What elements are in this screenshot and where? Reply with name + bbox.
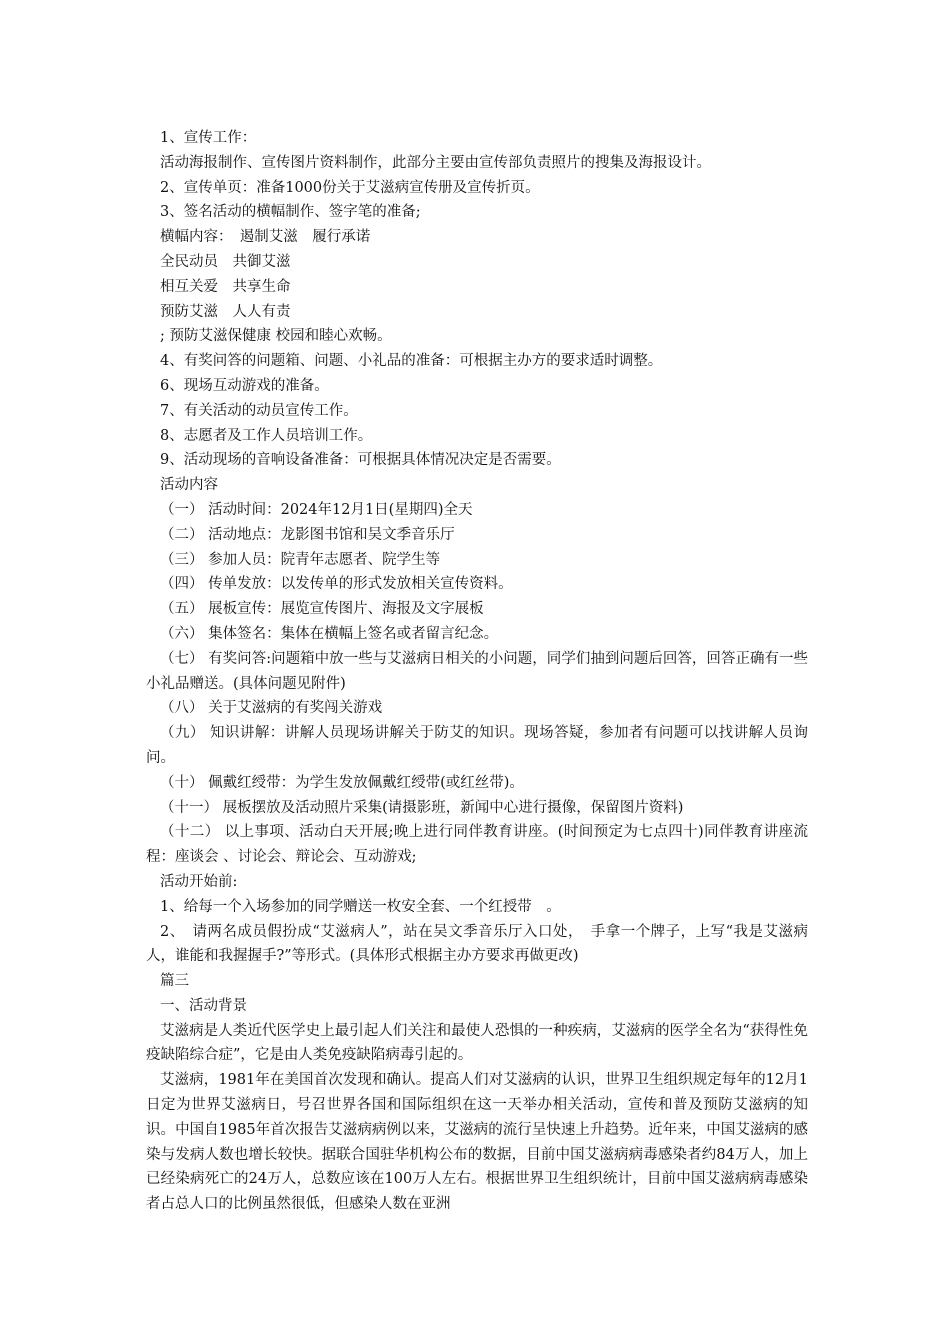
paragraph: 1、给每一个入场参加的同学赠送一枚安全套、一个红授带 。 — [160, 898, 561, 915]
paragraph: 3、签名活动的横幅制作、签字笔的准备; — [160, 204, 421, 221]
paragraph: （十） 佩戴红绶带：为学生发放佩戴红绶带(或红丝带)。 — [160, 774, 524, 791]
paragraph: 7、有关活动的动员宣传工作。 — [160, 402, 358, 419]
paragraph: 艾滋病，1981年在美国首次发现和确认。提高人们对艾滋病的认识，世界卫生组织规定每年的12月1日定为世界艾滋病日，号召世界各国和国际组织在这一天举办相关活动，宣传和普及预防艾滋病的知识。中国自1985年首次报告艾滋病病例以来，艾滋病的流行呈快速上升趋势。近年来，中国艾滋病的感染与发病人数也增长较快。据联合国驻华机构公布的数据，目前中国艾滋病病毒感染者约84万人，加上已经染病死亡的24万人，总数应该在100万人左右。根据世界卫生组织统计，目前中国艾滋病病毒感染者占总人口的比例虽然很低，但感染人数在亚洲 — [146, 1072, 808, 1213]
paragraph: 6、现场互动游戏的准备。 — [160, 377, 329, 394]
paragraph: ; 预防艾滋保健康 校园和睦心欢畅。 — [160, 328, 392, 345]
paragraph: 预防艾滋 人人有责 — [160, 303, 291, 320]
paragraph: 8、志愿者及工作人员培训工作。 — [160, 427, 373, 444]
paragraph: （十二） 以上事项、活动白天开展;晚上进行同伴教育讲座。(时间预定为七点四十)同伴教育讲座流程：座谈会 、讨论会、辩论会、互动游戏; — [146, 824, 808, 866]
paragraph: 全民动员 共御艾滋 — [160, 253, 291, 270]
paragraph: （七） 有奖问答:问题箱中放一些与艾滋病日相关的小问题，同学们抽到问题后回答，回答正确有一些小礼品赠送。(具体问题见附件) — [146, 650, 808, 692]
document-body — [146, 126, 808, 1217]
paragraph: 相互关爱 共享生命 — [160, 278, 291, 295]
paragraph: （二） 活动地点：龙影图书馆和吴文季音乐厅 — [160, 526, 455, 543]
paragraph: （五） 展板宣传：展览宣传图片、海报及文字展板 — [160, 601, 484, 618]
paragraph: 2、宣传单页：准备1000份关于艾滋病宣传册及宣传折页。 — [160, 179, 540, 196]
paragraph: （三） 参加人员：院青年志愿者、院学生等 — [160, 551, 441, 568]
paragraph: 1、宣传工作： — [160, 130, 257, 146]
section-heading: 一、活动背景 — [160, 997, 247, 1014]
paragraph: 活动海报制作、宣传图片资料制作，此部分主要由宣传部负责照片的搜集及海报设计。 — [160, 154, 711, 171]
paragraph: （十一） 展板摆放及活动照片采集(请摄影班，新闻中心进行摄像，保留图片资料) — [160, 799, 684, 816]
paragraph: （四） 传单发放：以发传单的形式发放相关宣传资料。 — [160, 576, 513, 593]
section-heading: 篇三 — [160, 973, 189, 990]
paragraph: 2、 请两名成员假扮成“艾滋病人”，站在吴文季音乐厅入口处， 手拿一个牌子，上写“我是艾滋病人，谁能和我握握手?”等形式。(具体形式根据主办方要求再做更改) — [146, 923, 808, 965]
paragraph: （六） 集体签名：集体在横幅上签名或者留言纪念。 — [160, 625, 499, 642]
paragraph: 4、有奖问答的问题箱、问题、小礼品的准备：可根据主办方的要求适时调整。 — [160, 353, 663, 370]
paragraph: 横幅内容： 遏制艾滋 履行承诺 — [160, 229, 371, 246]
paragraph: 活动开始前: — [160, 873, 238, 890]
paragraph: 9、活动现场的音响设备准备：可根据具体情况决定是否需要。 — [160, 452, 561, 469]
paragraph: 活动内容 — [160, 477, 218, 494]
paragraph: （八） 关于艾滋病的有奖闯关游戏 — [160, 700, 383, 717]
paragraph: 艾滋病是人类近代医学史上最引起人们关注和最使人恐惧的一种疾病，艾滋病的医学全名为“获得性免疫缺陷综合症”，它是由人类免疫缺陷病毒引起的。 — [146, 1022, 808, 1064]
paragraph: （九） 知识讲解：讲解人员现场讲解关于防艾的知识。现场答疑，参加者有问题可以找讲解人员询问。 — [146, 725, 808, 766]
paragraph: （一） 活动时间：2024年12月1日(星期四)全天 — [160, 501, 473, 518]
